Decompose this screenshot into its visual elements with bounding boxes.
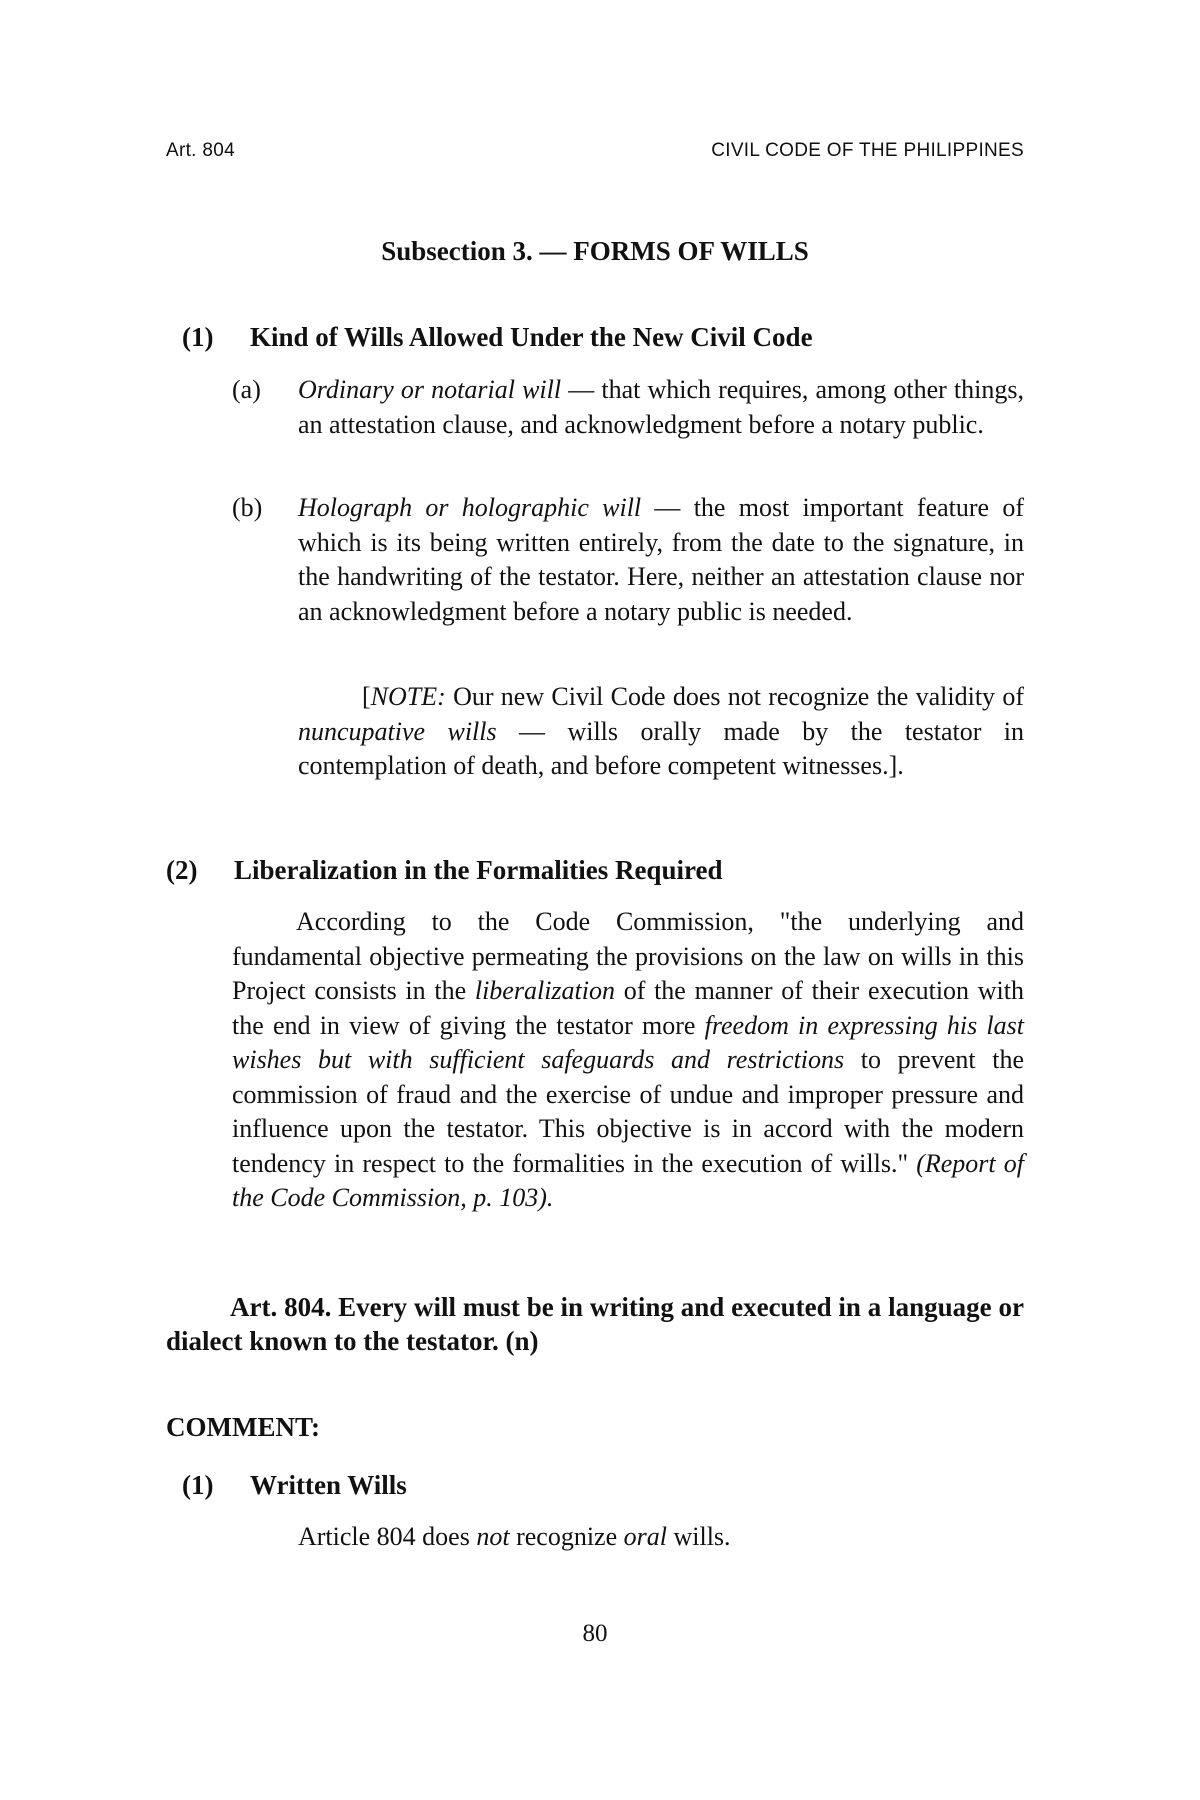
section-2-citation: (Report of the Code Commission, p. 103).: [232, 1148, 1024, 1212]
section-2-text-1: According to the Code Commission, "the underlying and fundamental objective permeating the provisions on the law on wills in this Project consists in the: [232, 907, 1024, 1005]
subsection-title: Subsection 3. — FORMS OF WILLS: [381, 236, 809, 266]
section-2-em-1: liberalization: [474, 976, 615, 1005]
section-3-heading: [182, 1470, 782, 1504]
section-1-number: (1): [182, 322, 214, 352]
note-text-1: Our new Civil Code does not recognize the validity of: [445, 682, 1024, 711]
section-2-title: Liberalization in the Formalities Required: [234, 855, 723, 885]
note-bracket: [: [362, 682, 371, 711]
section-2-heading: [166, 855, 1024, 889]
item-a-definition: — that which requires, among other things, an attestation clause, and acknowledgment before a notary public.: [298, 375, 1024, 439]
item-b-definition: — the most important feature of which is its being written entirely, from the date to the signature, in the handwriting of the testator. Here, neither an attestation clause nor an acknowledgment before a notary public is needed.: [298, 493, 1024, 626]
item-b-label: (b): [232, 493, 263, 522]
item-a-text: [298, 373, 1024, 442]
section-2-number: (2): [166, 855, 198, 885]
list-item-b: [232, 491, 1022, 665]
note-term: nuncupative wills: [298, 716, 497, 746]
item-a-label: (a): [232, 375, 261, 404]
article-804-text: Art. 804. Every will must be in writing and executed in a language or dialect known to the testator. (n): [166, 1292, 1024, 1356]
item-b-text: [298, 491, 1024, 629]
section-2-text-3: to prevent the commission of fraud and the exercise of undue and improper pressure and influence upon the testator. This objective is in accord with the modern tendency in respect to the formalities in the execution of wills.": [232, 1045, 1025, 1178]
section-2-text-2: of the manner of their execution with the end in view of giving the testator more: [232, 976, 1024, 1040]
section-1-heading: [182, 322, 982, 356]
section-3-paragraph: [298, 1520, 1024, 1555]
note-paragraph: [298, 680, 1024, 784]
note-label: NOTE:: [370, 682, 446, 711]
header-article-ref: Art. 804: [166, 140, 235, 161]
item-a-term: Ordinary or notarial will: [298, 375, 562, 404]
section-3-em-2: oral: [623, 1522, 667, 1551]
section-3-text-1: Article 804 does: [298, 1522, 477, 1551]
comment-heading: COMMENT:: [166, 1412, 320, 1442]
section-3-number: (1): [182, 1470, 214, 1500]
section-3-text-2: recognize: [509, 1522, 624, 1551]
section-2-paragraph: [232, 905, 1024, 1216]
header-book-title: CIVIL CODE OF THE PHILIPPINES: [711, 140, 1024, 161]
section-3-title: Written Wills: [250, 1470, 407, 1500]
section-2-em-2: freedom in expressing his last wishes but with sufficient safeguards and restrictions: [232, 1010, 1024, 1074]
item-b-term: Holograph or holographic will: [298, 493, 642, 522]
section-3-em-1: not: [476, 1522, 510, 1551]
page-number: 80: [582, 1620, 608, 1647]
section-3-text-3: wills.: [666, 1522, 731, 1551]
note-text-2: — wills orally made by the testator in contemplation of death, and before competent witnesses.].: [298, 716, 1025, 780]
section-1-title: Kind of Wills Allowed Under the New Civil Code: [250, 322, 813, 352]
list-item-a: [232, 373, 1022, 477]
